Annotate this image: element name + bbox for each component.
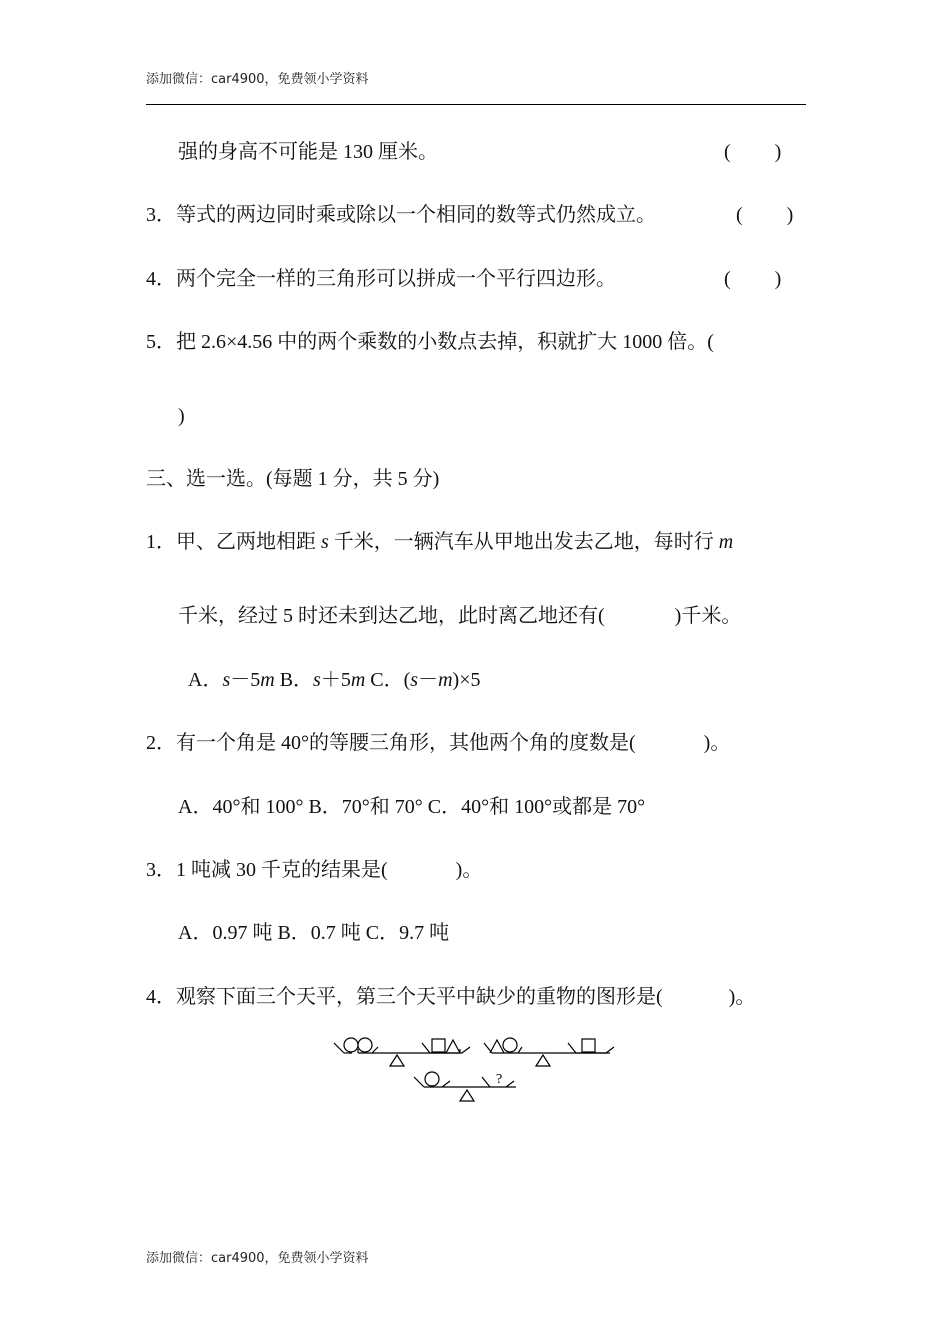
q1-text-b: 千米，一辆汽车从甲地出发去乙地，每时行 bbox=[333, 531, 714, 553]
choice-q3-options[interactable]: A．0.97 吨 B．0.7 吨 C．9.7 吨 bbox=[178, 922, 450, 944]
q1-text-c: 千米，经过 5 时还未到达乙地，此时离乙地还有( bbox=[178, 605, 605, 627]
judge-q4-answer-paren[interactable] bbox=[724, 267, 781, 291]
question-text: 两个完全一样的三角形可以拼成一个平行四边形。 bbox=[176, 268, 616, 290]
circle-shape bbox=[425, 1072, 439, 1086]
square-shape bbox=[432, 1039, 445, 1052]
question-text: 把 2.6×4.56 中的两个乘数的小数点去掉，积就扩大 1000 倍。( bbox=[176, 331, 714, 353]
choice-q1-line1 bbox=[146, 530, 733, 554]
triangle-shape bbox=[490, 1040, 504, 1053]
judge-q5 bbox=[146, 330, 714, 354]
question-text: 等式的两边同时乘或除以一个相同的数等式仍然成立。 bbox=[176, 204, 656, 226]
q3-text-a: 1 吨减 30 千克的结果是( bbox=[176, 859, 388, 881]
circle-shape bbox=[358, 1038, 372, 1052]
q4-text-a: 观察下面三个天平，第三个天平中缺少的重物的图形是( bbox=[176, 986, 663, 1008]
header-rule bbox=[146, 104, 806, 105]
question-number: 2． bbox=[146, 732, 176, 754]
square-shape bbox=[582, 1039, 595, 1052]
paren-open: ( bbox=[724, 141, 731, 163]
judge-q4 bbox=[146, 267, 616, 291]
option-b[interactable]: B．s＋5m bbox=[279, 669, 366, 691]
question-number: 5． bbox=[146, 331, 176, 353]
choice-q2-options[interactable]: A．40°和 100° B．70°和 70° C．40°和 100°或都是 70° bbox=[178, 796, 646, 818]
question-number: 3． bbox=[146, 204, 176, 226]
triangle-shape bbox=[446, 1040, 460, 1053]
paren-open: ( bbox=[736, 204, 743, 226]
q2-text-b: )。 bbox=[703, 732, 731, 754]
paren-close: ) bbox=[774, 268, 782, 290]
page-header: 添加微信：car4900，免费领小学资料 bbox=[146, 72, 369, 87]
judge-q5-close-paren[interactable]: ) bbox=[178, 405, 185, 427]
choice-q1-line2 bbox=[178, 604, 741, 628]
fulcrum-triangle bbox=[536, 1055, 550, 1066]
q1-text-d: )千米。 bbox=[674, 605, 742, 627]
q3-text-b: )。 bbox=[455, 859, 483, 881]
paren-close: ) bbox=[774, 141, 782, 163]
fulcrum-triangle bbox=[390, 1055, 404, 1066]
q2-text-a: 有一个角是 40°的等腰三角形，其他两个角的度数是( bbox=[176, 732, 636, 754]
section3-title: 三、选一选。(每题 1 分，共 5 分) bbox=[146, 468, 440, 490]
balance-3 bbox=[414, 1072, 516, 1101]
choice-q2 bbox=[146, 731, 730, 755]
option-c[interactable]: C．(s－m)×5 bbox=[370, 669, 481, 691]
question-number: 4． bbox=[146, 268, 176, 290]
circle-shape bbox=[503, 1038, 517, 1052]
balance-1 bbox=[334, 1038, 470, 1066]
question-number: 3． bbox=[146, 859, 176, 881]
circle-shape bbox=[344, 1038, 358, 1052]
question-number: 4． bbox=[146, 986, 176, 1008]
var-m: m bbox=[718, 531, 734, 553]
option-a[interactable]: A．s－5m bbox=[188, 669, 275, 691]
choice-q4 bbox=[146, 985, 755, 1009]
judge-q2-continuation: 强的身高不可能是 130 厘米。 bbox=[178, 141, 438, 163]
balance-scales-figure bbox=[330, 1025, 630, 1115]
choice-q1-options bbox=[188, 668, 481, 692]
q1-text-a: 甲、乙两地相距 bbox=[176, 531, 316, 553]
choice-q3 bbox=[146, 858, 482, 882]
paren-close: ) bbox=[786, 204, 794, 226]
unknown-weight: ? bbox=[496, 1072, 503, 1087]
page-footer: 添加微信：car4900，免费领小学资料 bbox=[146, 1251, 369, 1266]
fulcrum-triangle bbox=[460, 1090, 474, 1101]
var-s: s bbox=[321, 531, 329, 553]
q4-text-b: )。 bbox=[728, 986, 756, 1008]
judge-q3-answer-paren[interactable] bbox=[736, 203, 793, 227]
judge-q2-answer-paren[interactable] bbox=[724, 140, 781, 164]
balance-2 bbox=[484, 1038, 614, 1066]
paren-open: ( bbox=[724, 268, 731, 290]
judge-q3 bbox=[146, 203, 656, 227]
question-number: 1． bbox=[146, 531, 176, 553]
